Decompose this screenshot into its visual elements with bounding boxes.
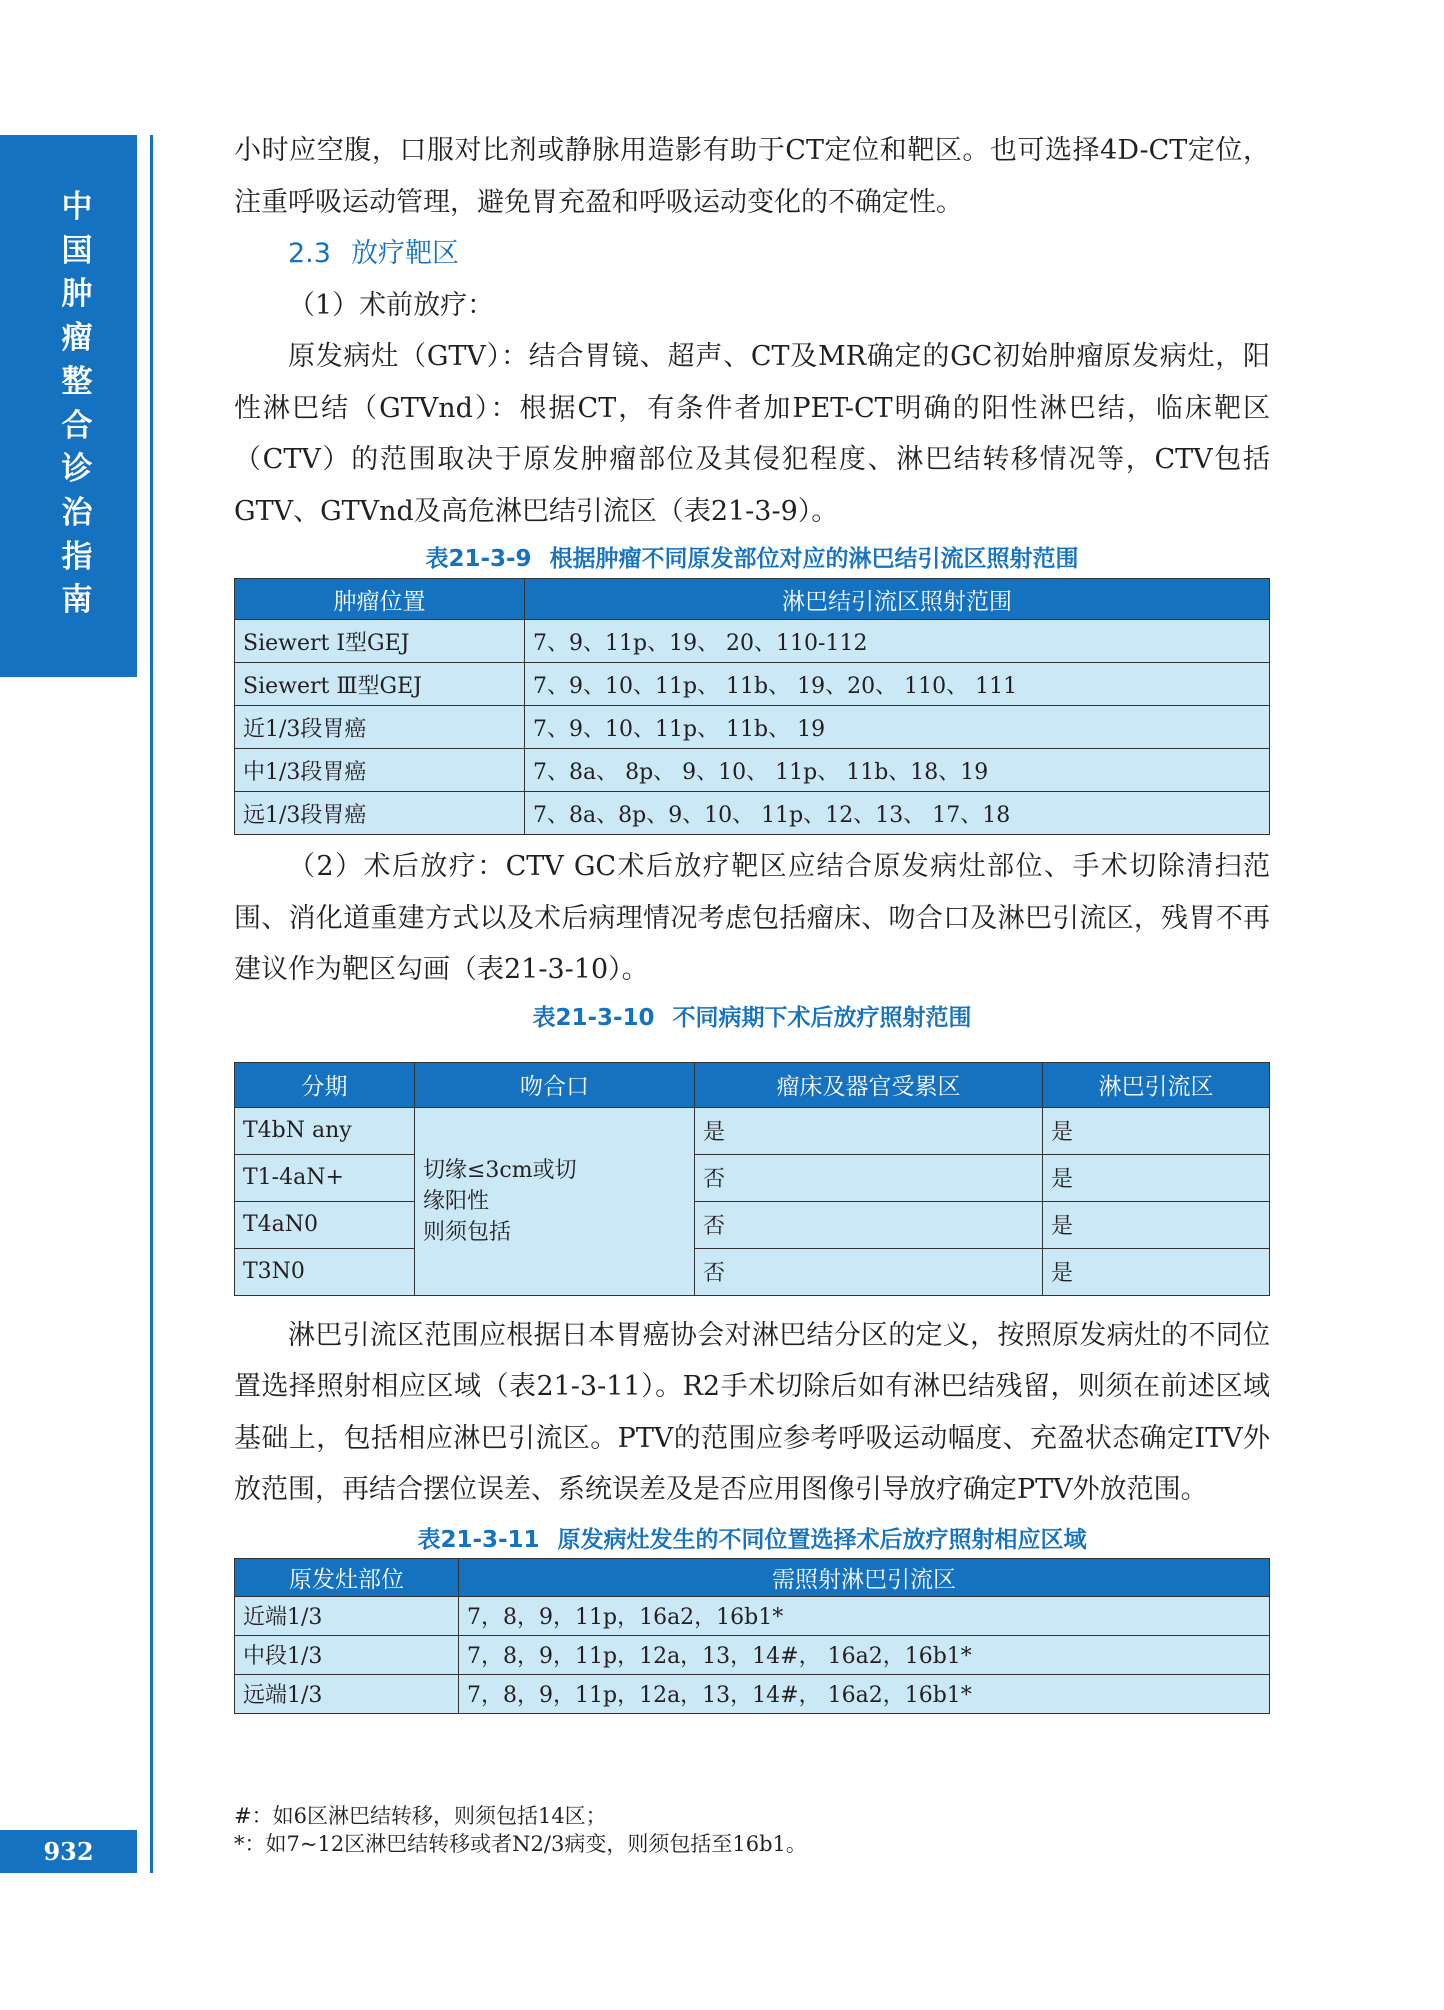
table3-caption — [234, 1522, 1270, 1558]
table2-header: 淋巴引流区 — [1043, 1062, 1270, 1107]
table3-header: 原发灶部位 — [235, 1558, 459, 1596]
table-cell: 7，8，9，11p，16a2，16b1* — [459, 1596, 1270, 1635]
book-title-char: 诊 — [61, 451, 93, 488]
table-row — [235, 749, 1270, 792]
section-heading — [234, 228, 1270, 280]
table1-header: 肿瘤位置 — [235, 579, 525, 620]
table-cell: 是 — [695, 1107, 1043, 1154]
table-footnotes — [234, 1802, 807, 1858]
table1-number: 表21-3-9 — [425, 546, 532, 572]
table1-caption — [234, 541, 1270, 578]
table-cell: 是 — [1043, 1107, 1270, 1154]
table-row — [235, 1201, 1270, 1248]
table3 — [234, 1558, 1270, 1714]
table-cell: 7、9、10、11p、 11b、 19、20、 110、 111 — [525, 663, 1270, 706]
table2 — [234, 1062, 1270, 1296]
table3-number: 表21-3-11 — [417, 1526, 540, 1553]
table-cell: 否 — [695, 1201, 1043, 1248]
page-number: 932 — [0, 1830, 137, 1873]
table-cell: 是 — [1043, 1248, 1270, 1295]
page-content — [234, 125, 1270, 1714]
book-title-char: 治 — [61, 494, 93, 531]
table-cell: 是 — [1043, 1201, 1270, 1248]
table-cell: 远端1/3 — [235, 1674, 459, 1713]
table-cell: T3N0 — [235, 1248, 415, 1295]
anastomosis-note-line: 则须包括 — [423, 1219, 512, 1245]
table-cell: 7，8，9，11p，12a，13，14#， 16a2，16b1* — [459, 1635, 1270, 1674]
book-title-char: 肿 — [61, 276, 93, 313]
book-title-vertical — [48, 186, 106, 623]
table-cell: 近1/3段胃癌 — [235, 706, 525, 749]
table-cell: 否 — [695, 1154, 1043, 1201]
anastomosis-note-line: 切缘≤3cm或切 — [423, 1157, 577, 1183]
table2-title: 不同病期下术后放疗照射范围 — [672, 1004, 972, 1031]
table-row — [235, 663, 1270, 706]
table-row — [235, 1107, 1270, 1154]
table-row — [235, 1635, 1270, 1674]
table-row — [235, 1154, 1270, 1201]
table-cell: T1-4aN+ — [235, 1154, 415, 1201]
margin-rule — [150, 135, 153, 1873]
pre-op-heading: （1）术前放疗： — [288, 289, 495, 321]
table2-header: 分期 — [235, 1062, 415, 1107]
table-cell: 近端1/3 — [235, 1596, 459, 1635]
footnote: *：如7~12区淋巴结转移或者N2/3病变，则须包括至16b1。 — [234, 1832, 807, 1856]
footnote: #：如6区淋巴结转移，则须包括14区； — [234, 1804, 607, 1828]
table1 — [234, 578, 1270, 835]
table-row — [235, 1674, 1270, 1713]
book-title-char: 合 — [61, 407, 93, 444]
book-title-char: 整 — [61, 363, 93, 400]
book-title-char: 南 — [61, 582, 93, 619]
book-title-char: 指 — [61, 538, 93, 575]
table-cell: Siewert Ⅲ型GEJ — [235, 663, 525, 706]
table-cell: T4bN any — [235, 1107, 415, 1154]
pre-op-paragraph: 原发病灶（GTV）：结合胃镜、超声、CT及MR确定的GC初始肿瘤原发病灶，阳性淋巴结（GTVnd）：根据CT，有条件者加PET-CT明确的阳性淋巴结，临床靶区（CTV）的范围取决于原发肿瘤部位及其侵犯程度、淋巴结转移情况等，CTV包括GTV、GTVnd及高危淋巴结引流区（表21-3-9）。 — [234, 341, 1270, 527]
table2-header: 吻合口 — [415, 1062, 695, 1107]
table3-header: 需照射淋巴引流区 — [459, 1558, 1270, 1596]
table-row — [235, 792, 1270, 835]
table1-header: 淋巴结引流区照射范围 — [525, 579, 1270, 620]
intro-paragraph: 小时应空腹，口服对比剂或静脉用造影有助于CT定位和靶区。也可选择4D-CT定位，注重呼吸运动管理，避免胃充盈和呼吸运动变化的不确定性。 — [234, 135, 1270, 218]
table-cell: 中1/3段胃癌 — [235, 749, 525, 792]
table2-number: 表21-3-10 — [532, 1004, 655, 1031]
table-cell: 否 — [695, 1248, 1043, 1295]
book-title-char: 瘤 — [61, 320, 93, 357]
table-cell: Siewert Ⅰ型GEJ — [235, 620, 525, 663]
table-cell: 7、9、10、11p、 11b、 19 — [525, 706, 1270, 749]
table-cell: 7、8a、8p、9、10、 11p、12、13、 17、18 — [525, 792, 1270, 835]
table-cell: 中段1/3 — [235, 1635, 459, 1674]
table-cell: 7、8a、 8p、 9、10、 11p、 11b、18、19 — [525, 749, 1270, 792]
anastomosis-merged-cell — [415, 1107, 695, 1295]
post-op-paragraph: （2）术后放疗：CTV GC术后放疗靶区应结合原发病灶部位、手术切除清扫范围、消化道重建方式以及术后病理情况考虑包括瘤床、吻合口及淋巴引流区，残胃不再建议作为靶区勾画（表21-3-10）。 — [234, 851, 1270, 985]
table1-title: 根据肿瘤不同原发部位对应的淋巴结引流区照射范围 — [549, 546, 1079, 572]
lymph-drainage-paragraph: 淋巴引流区范围应根据日本胃癌协会对淋巴结分区的定义，按照原发病灶的不同位置选择照射相应区域（表21-3-11）。R2手术切除后如有淋巴结残留，则须在前述区域基础上，包括相应淋巴引流区。PTV的范围应参考呼吸运动幅度、充盈状态确定ITV外放范围，再结合摆位误差、系统误差及是否应用图像引导放疗确定PTV外放范围。 — [234, 1319, 1270, 1505]
table-cell: 远1/3段胃癌 — [235, 792, 525, 835]
section-number: 2.3 — [288, 238, 331, 269]
table-cell: 7、9、11p、19、 20、110-112 — [525, 620, 1270, 663]
table3-title: 原发病灶发生的不同位置选择术后放疗照射相应区域 — [557, 1526, 1087, 1553]
section-title: 放疗靶区 — [350, 238, 459, 269]
table-row — [235, 1596, 1270, 1635]
book-title-char: 国 — [61, 232, 93, 269]
table-cell: 是 — [1043, 1154, 1270, 1201]
table2-caption — [234, 996, 1270, 1046]
table-row — [235, 706, 1270, 749]
table2-header: 瘤床及器官受累区 — [695, 1062, 1043, 1107]
table-cell: 7，8，9，11p，12a，13，14#， 16a2，16b1* — [459, 1674, 1270, 1713]
book-title-char: 中 — [61, 189, 93, 225]
table-cell: T4aN0 — [235, 1201, 415, 1248]
table-row — [235, 620, 1270, 663]
anastomosis-note-line: 缘阳性 — [423, 1188, 490, 1214]
table-row — [235, 1248, 1270, 1295]
